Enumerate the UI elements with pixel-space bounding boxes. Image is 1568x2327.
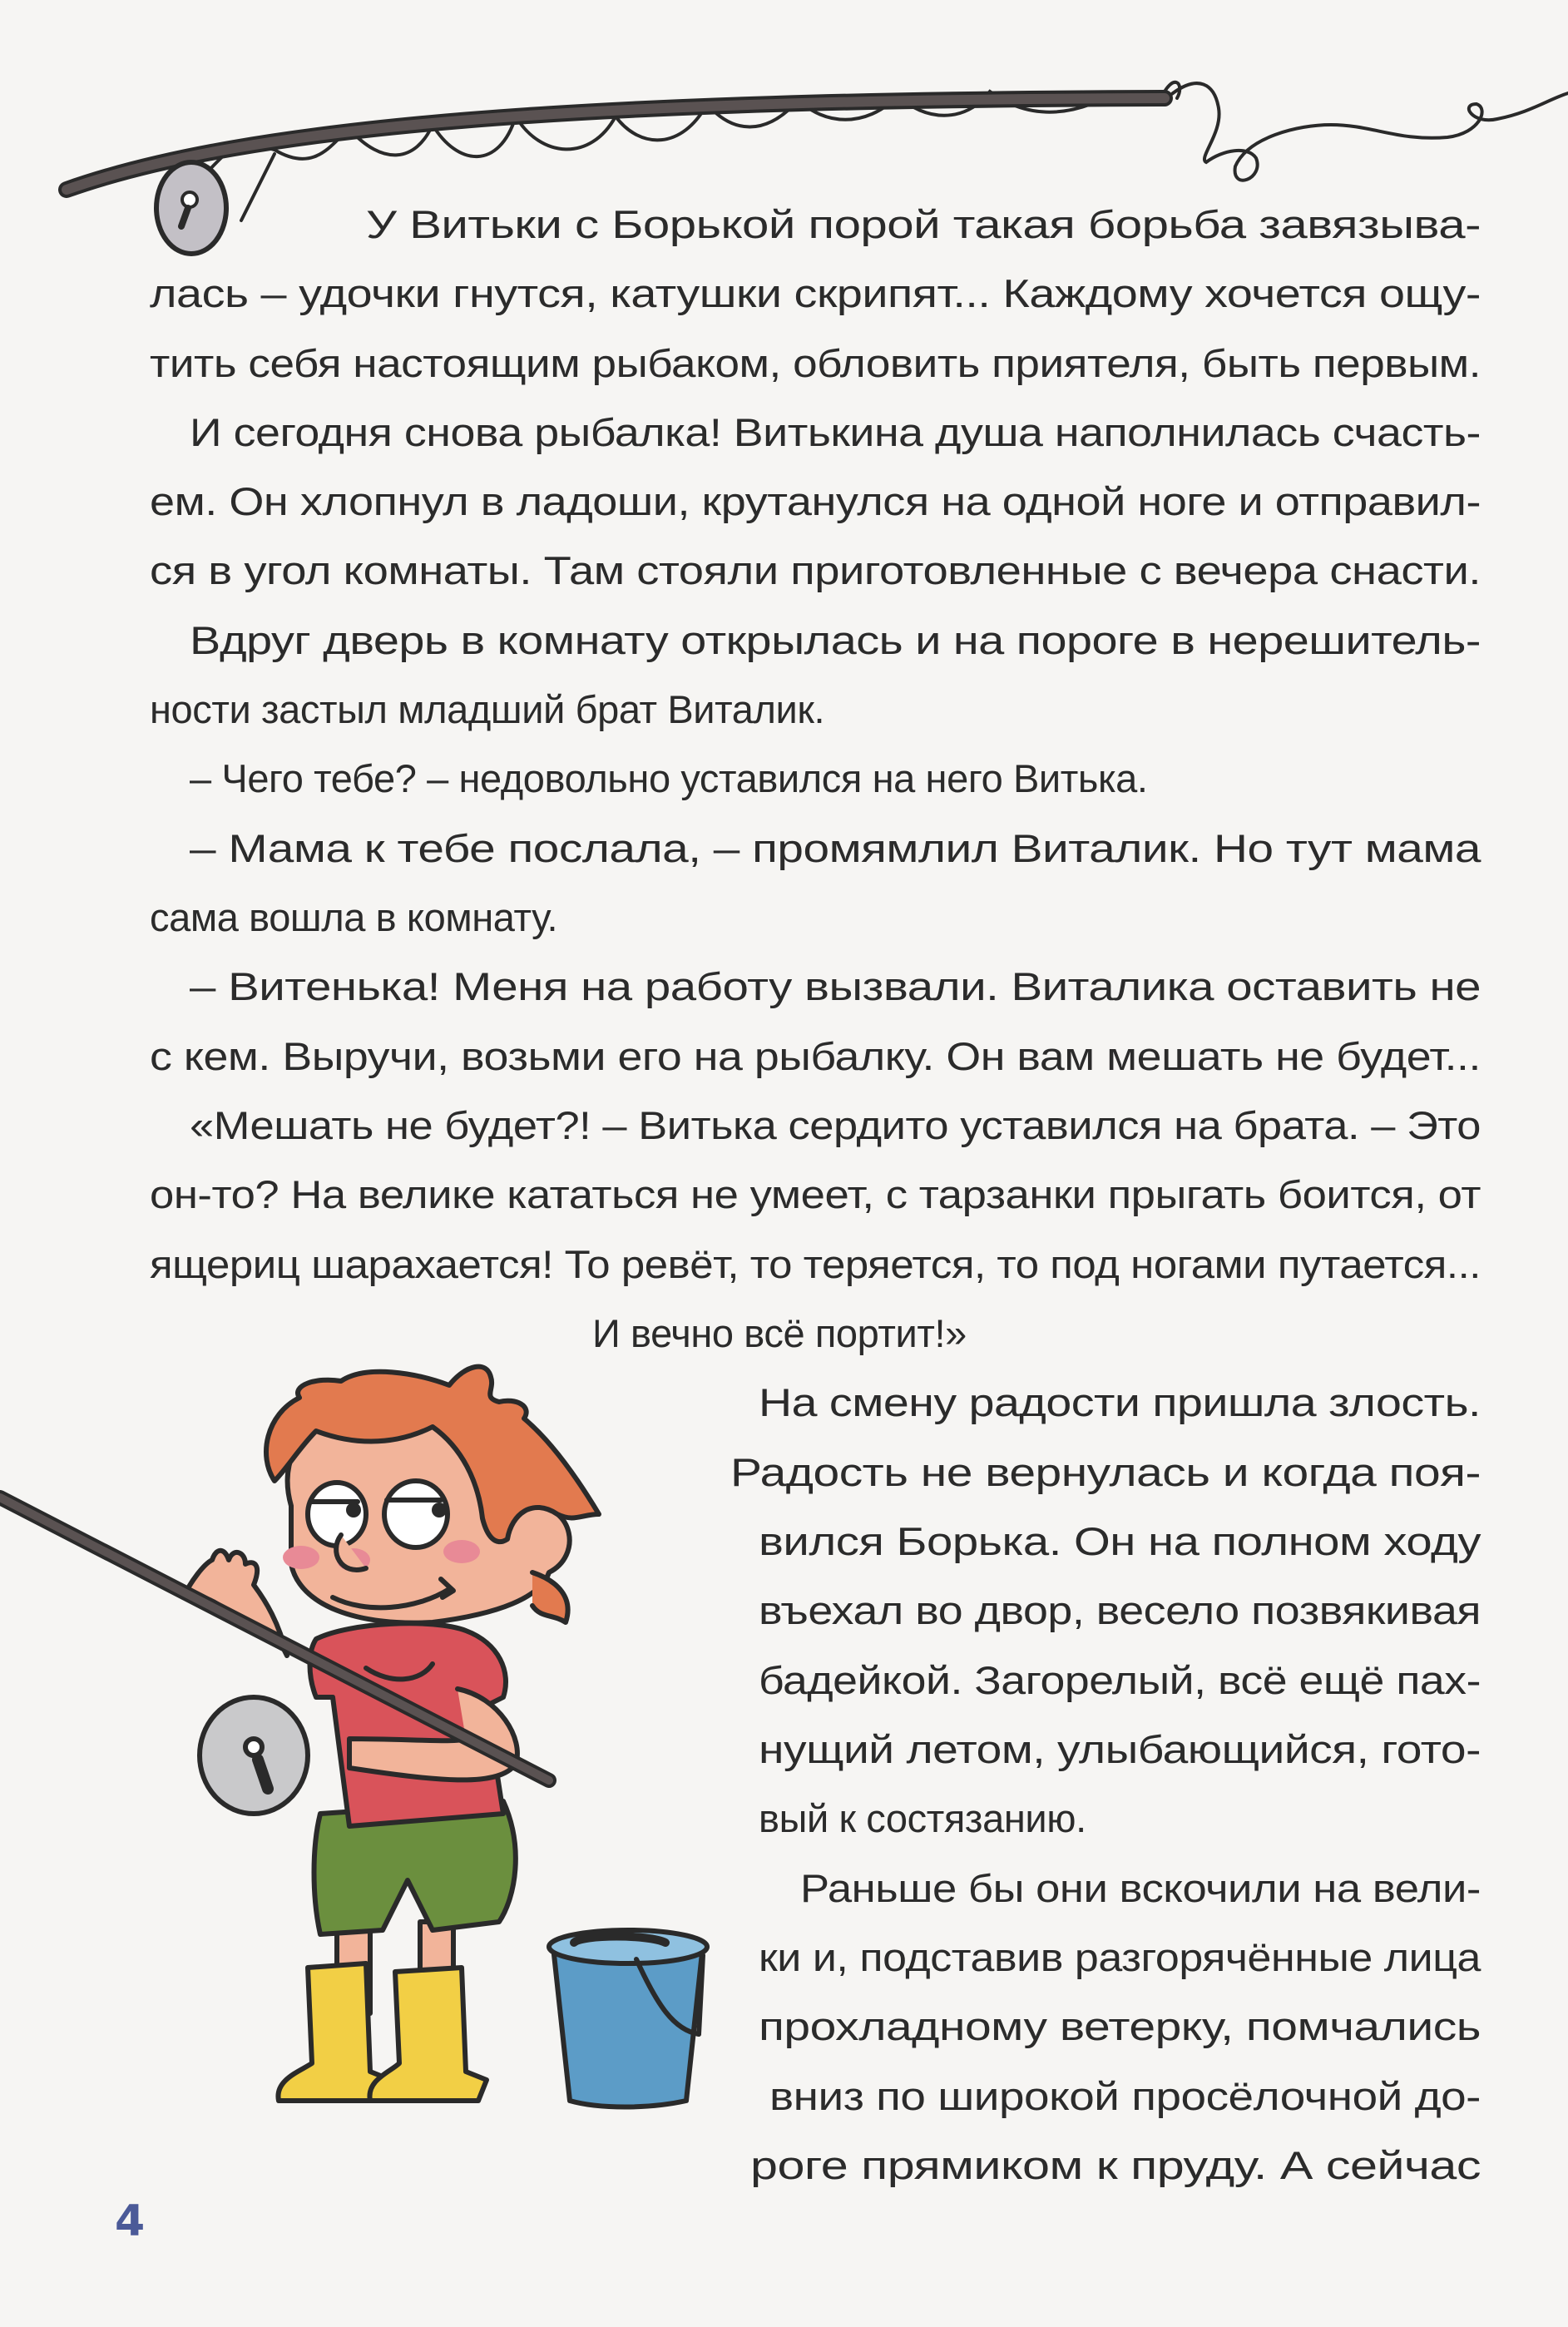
text-line: ности застыл младший брат Виталик. [150, 687, 825, 731]
text-line: ем. Он хлопнул в ладоши, крутанулся на одной ноге и отправил- [150, 479, 1481, 523]
text-line: И сегодня снова рыбалка! Витькина душа наполнилась счасть- [190, 410, 1481, 454]
text-line: ки и, подставив разгорячённые лица [759, 1935, 1481, 1979]
text-line: бадейкой. Загорелый, всё ещё пах- [759, 1658, 1481, 1702]
text-line: Раньше бы они вскочили на вели- [800, 1866, 1481, 1910]
text-line: – Мама к тебе послала, – промямлил Виталик. Но тут мама [190, 826, 1481, 870]
text-line: Вдруг дверь в комнату открылась и на пороге в нерешитель- [190, 618, 1481, 662]
page-number: 4 [115, 2196, 146, 2246]
text-line: ящериц шарахается! То ревёт, то теряется, то под ногами путается... [150, 1242, 1481, 1286]
text-line: «Мешать не будет?! – Витька сердито уставился на брата. – Это [190, 1103, 1481, 1147]
text-line: На смену радости пришла злость. [759, 1380, 1481, 1424]
text-line: вниз по широкой просёлочной до- [769, 2074, 1481, 2118]
text-line: – Чего тебе? – недовольно уставился на него Витька. [190, 756, 1148, 800]
text-line: лась – удочки гнутся, катушки скрипят... Каждому хочется ощу- [150, 271, 1481, 315]
boy-with-fishing-rod-illustration [0, 1348, 732, 2180]
text-line: нущий летом, улыбающийся, гото- [759, 1727, 1481, 1771]
text-line: – Витенька! Меня на работу вызвали. Виталика оставить не [190, 964, 1481, 1008]
text-line: с кем. Выручи, возьми его на рыбалку. Он вам мешать не будет... [150, 1034, 1481, 1078]
text-line: въехал во двор, весело позвякивая [759, 1588, 1481, 1632]
text-line: вый к состязанию. [759, 1796, 1086, 1840]
text-line: роге прямиком к пруду. А сейчас [750, 2143, 1481, 2187]
text-line: И вечно всё портит!» [592, 1311, 967, 1355]
text-line: У Витьки с Борькой порой такая борьба завязыва- [366, 202, 1481, 246]
text-line: Радость не вернулась и когда поя- [730, 1450, 1481, 1494]
text-line: прохладному ветерку, помчались [759, 2004, 1481, 2048]
text-line: ся в угол комнаты. Там стояли приготовленные с вечера снасти. [150, 548, 1481, 592]
text-line: тить себя настоящим рыбаком, обловить приятеля, быть первым. [150, 341, 1481, 385]
text-line: вился Борька. Он на полном ходу [759, 1519, 1481, 1563]
fishing-rod-header-illustration [0, 67, 1568, 283]
text-line: он-то? На велике кататься не умеет, с тарзанки прыгать боится, от [150, 1172, 1481, 1216]
text-line: сама вошла в комнату. [150, 895, 558, 939]
